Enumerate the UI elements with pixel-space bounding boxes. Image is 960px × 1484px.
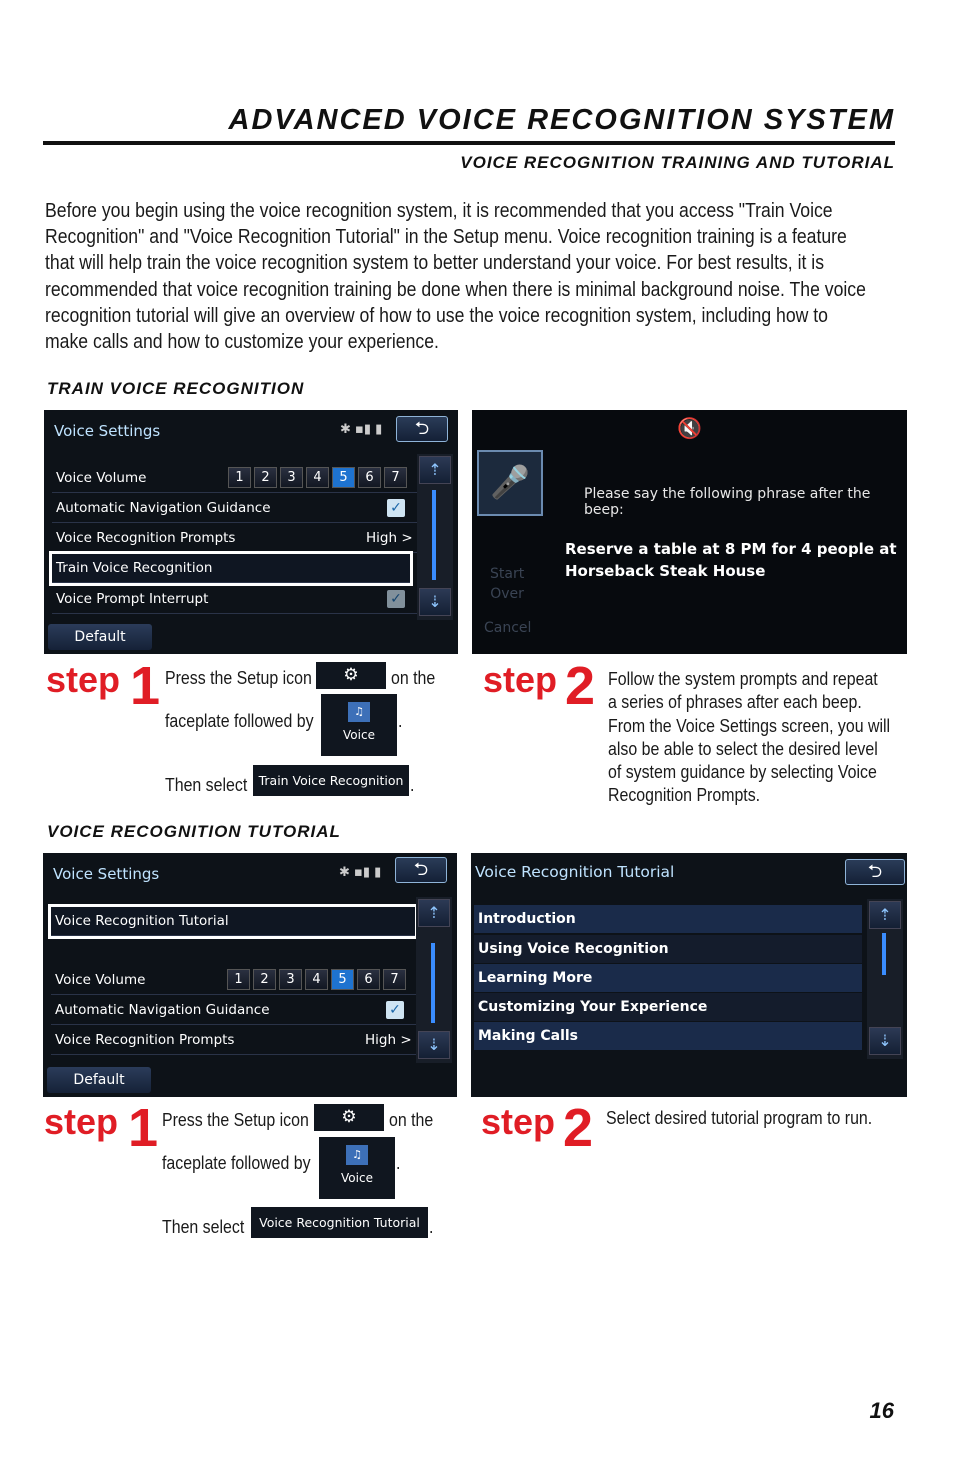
mute-speaker-icon: 🔇	[677, 416, 702, 440]
intro-line: Recognition" and "Voice Recognition Tutorial" in the Setup menu. Voice recognition training is a feature	[45, 225, 847, 249]
step-text: on the	[389, 1109, 434, 1130]
step-label: step	[46, 659, 121, 700]
tutorial-item[interactable]: Customizing Your Experience	[474, 993, 862, 1021]
microphone-icon: 🎤	[477, 450, 543, 516]
volume-2[interactable]: 2	[254, 467, 277, 488]
row-auto-nav-guidance[interactable]: Automatic Navigation Guidance	[51, 996, 421, 1025]
train-voice-recognition-button-image: Train Voice Recognition	[253, 765, 409, 796]
tutorial-item[interactable]: Making Calls	[474, 1022, 862, 1050]
volume-2[interactable]: 2	[253, 969, 276, 990]
page-header	[43, 104, 895, 173]
intro-line: that will help train the voice recognition system to better understand your voice. For best results, it is	[45, 251, 825, 275]
scrollbar[interactable]	[432, 490, 436, 580]
back-button[interactable]: ⮌	[396, 416, 448, 442]
page-number: 16	[869, 1398, 894, 1423]
volume-4[interactable]: 4	[306, 467, 329, 488]
page-subtitle: VOICE RECOGNITION TRAINING AND TUTORIAL	[460, 153, 895, 172]
scroll-down-icon[interactable]: ⇣	[418, 1031, 450, 1059]
volume-5[interactable]: 5	[331, 969, 354, 990]
tutorial-item[interactable]: Introduction	[474, 905, 862, 933]
volume-7[interactable]: 7	[383, 969, 406, 990]
volume-6[interactable]: 6	[357, 969, 380, 990]
scroll-up-icon[interactable]: ⇡	[418, 899, 450, 927]
default-button[interactable]: Default	[47, 1067, 151, 1093]
step-text: faceplate followed by	[165, 710, 314, 731]
scroll-column	[867, 899, 903, 1059]
step-number: 2	[565, 656, 596, 716]
volume-selector[interactable]	[228, 467, 407, 488]
training-phrase-screen	[472, 410, 907, 654]
volume-6[interactable]: 6	[358, 467, 381, 488]
intro-line: recognition tutorial will give an overview of how to use the voice recognition system, including how to	[45, 303, 828, 327]
screen-title: Voice Settings	[54, 422, 161, 440]
back-button[interactable]: ⮌	[395, 857, 447, 883]
tutorial-item[interactable]: Using Voice Recognition	[474, 935, 862, 963]
row-voice-volume[interactable]: Voice Volume	[52, 464, 422, 493]
checkbox-icon[interactable]: ✓	[387, 499, 405, 517]
tutorial-list-screen	[471, 853, 907, 1097]
row-voice-volume[interactable]: Voice Volume	[51, 966, 421, 995]
row-auto-nav-guidance[interactable]: Automatic Navigation Guidance	[52, 494, 422, 523]
back-button[interactable]: ⮌	[845, 859, 905, 885]
intro-paragraph	[45, 198, 905, 355]
prompts-value: High >	[365, 1032, 412, 1048]
voice-button-icon: ♫ Voice	[319, 1137, 395, 1199]
row-voice-prompts[interactable]: Voice Recognition Prompts	[51, 1026, 421, 1055]
volume-3[interactable]: 3	[279, 969, 302, 990]
default-button[interactable]: Default	[48, 624, 152, 650]
voice-settings-screen	[43, 853, 457, 1097]
scroll-column	[416, 897, 452, 1063]
checkbox-icon[interactable]: ✓	[386, 1001, 404, 1019]
screen-title: Voice Settings	[53, 865, 160, 883]
row-voice-prompts[interactable]: Voice Recognition Prompts	[52, 524, 422, 553]
screen-title: Voice Recognition Tutorial	[475, 863, 675, 881]
page-title: ADVANCED VOICE RECOGNITION SYSTEM	[228, 104, 895, 136]
checkbox-icon[interactable]: ✓	[387, 590, 405, 608]
volume-5[interactable]: 5	[332, 467, 355, 488]
scroll-down-icon[interactable]: ⇣	[419, 588, 451, 616]
start-over-button[interactable]: Start Over	[490, 566, 525, 602]
step-text: .	[429, 1216, 434, 1237]
step-label: step	[44, 1101, 119, 1142]
scroll-column	[417, 454, 453, 620]
step-text: on the	[391, 667, 436, 688]
volume-selector[interactable]	[227, 969, 406, 990]
voice-settings-screen	[44, 410, 458, 654]
step-text: Press the Setup icon	[165, 667, 312, 688]
status-icons: ✱ ▪▮ ▮	[339, 865, 382, 880]
setup-gear-icon: ⚙	[316, 662, 386, 689]
step-text: Follow the system prompts and repeat a series of phrases after each beep. From the Voice Settings screen, you will also be able to select the desired level of system guidance by selecting Voice Recognition Prompts.	[608, 668, 891, 806]
step-text: Then select	[162, 1216, 245, 1237]
scroll-up-icon[interactable]: ⇡	[419, 456, 451, 484]
volume-1[interactable]: 1	[228, 467, 251, 488]
voice-button-icon: ♫ Voice	[321, 694, 397, 756]
status-icons: ✱ ▪▮ ▮	[340, 422, 383, 437]
row-voice-prompt-interrupt[interactable]: Voice Prompt Interrupt	[52, 585, 422, 614]
step-label: step	[481, 1101, 556, 1142]
setup-gear-icon: ⚙	[314, 1104, 384, 1131]
step-label: step	[483, 659, 558, 700]
step-number: 1	[130, 656, 161, 716]
step-text: .	[396, 1152, 401, 1173]
section-heading-tutorial: VOICE RECOGNITION TUTORIAL	[47, 822, 341, 841]
cancel-button[interactable]: Cancel	[484, 620, 532, 636]
row-train-voice-recognition[interactable]: Train Voice Recognition	[52, 554, 410, 583]
voice-recognition-tutorial-button-image: Voice Recognition Tutorial	[251, 1207, 428, 1238]
volume-3[interactable]: 3	[280, 467, 303, 488]
step-text: .	[410, 774, 415, 795]
scrollbar[interactable]	[882, 933, 886, 975]
scrollbar[interactable]	[431, 943, 435, 1023]
phrase-line: Horseback Steak House	[565, 562, 766, 580]
prompts-value: High >	[366, 530, 413, 546]
row-voice-recognition-tutorial[interactable]: Voice Recognition Tutorial	[51, 907, 415, 936]
intro-line: make calls and how to customize your experience.	[45, 330, 439, 354]
instruction-text: Please say the following phrase after the beep:	[584, 486, 871, 518]
intro-line: Before you begin using the voice recognition system, it is recommended that you access "Train Voice	[45, 199, 833, 222]
title-rule	[43, 141, 895, 145]
step-text: Press the Setup icon	[162, 1109, 309, 1130]
section-heading-train: TRAIN VOICE RECOGNITION	[47, 379, 305, 398]
scroll-down-icon[interactable]: ⇣	[869, 1027, 901, 1055]
step-number: 2	[563, 1098, 594, 1158]
step-text: faceplate followed by	[162, 1152, 311, 1173]
intro-line: recommended that voice recognition training be done when there is minimal background noise. The voice	[45, 277, 866, 301]
phrase-line: Reserve a table at 8 PM for 4 people at	[565, 540, 897, 558]
step-number: 1	[128, 1098, 159, 1158]
scroll-up-icon[interactable]: ⇡	[869, 901, 901, 929]
step-text: Select desired tutorial program to run.	[606, 1107, 873, 1128]
tutorial-item[interactable]: Learning More	[474, 964, 862, 992]
volume-7[interactable]: 7	[384, 467, 407, 488]
step-text: .	[398, 710, 403, 731]
step-text: Then select	[165, 774, 248, 795]
volume-4[interactable]: 4	[305, 969, 328, 990]
volume-1[interactable]: 1	[227, 969, 250, 990]
